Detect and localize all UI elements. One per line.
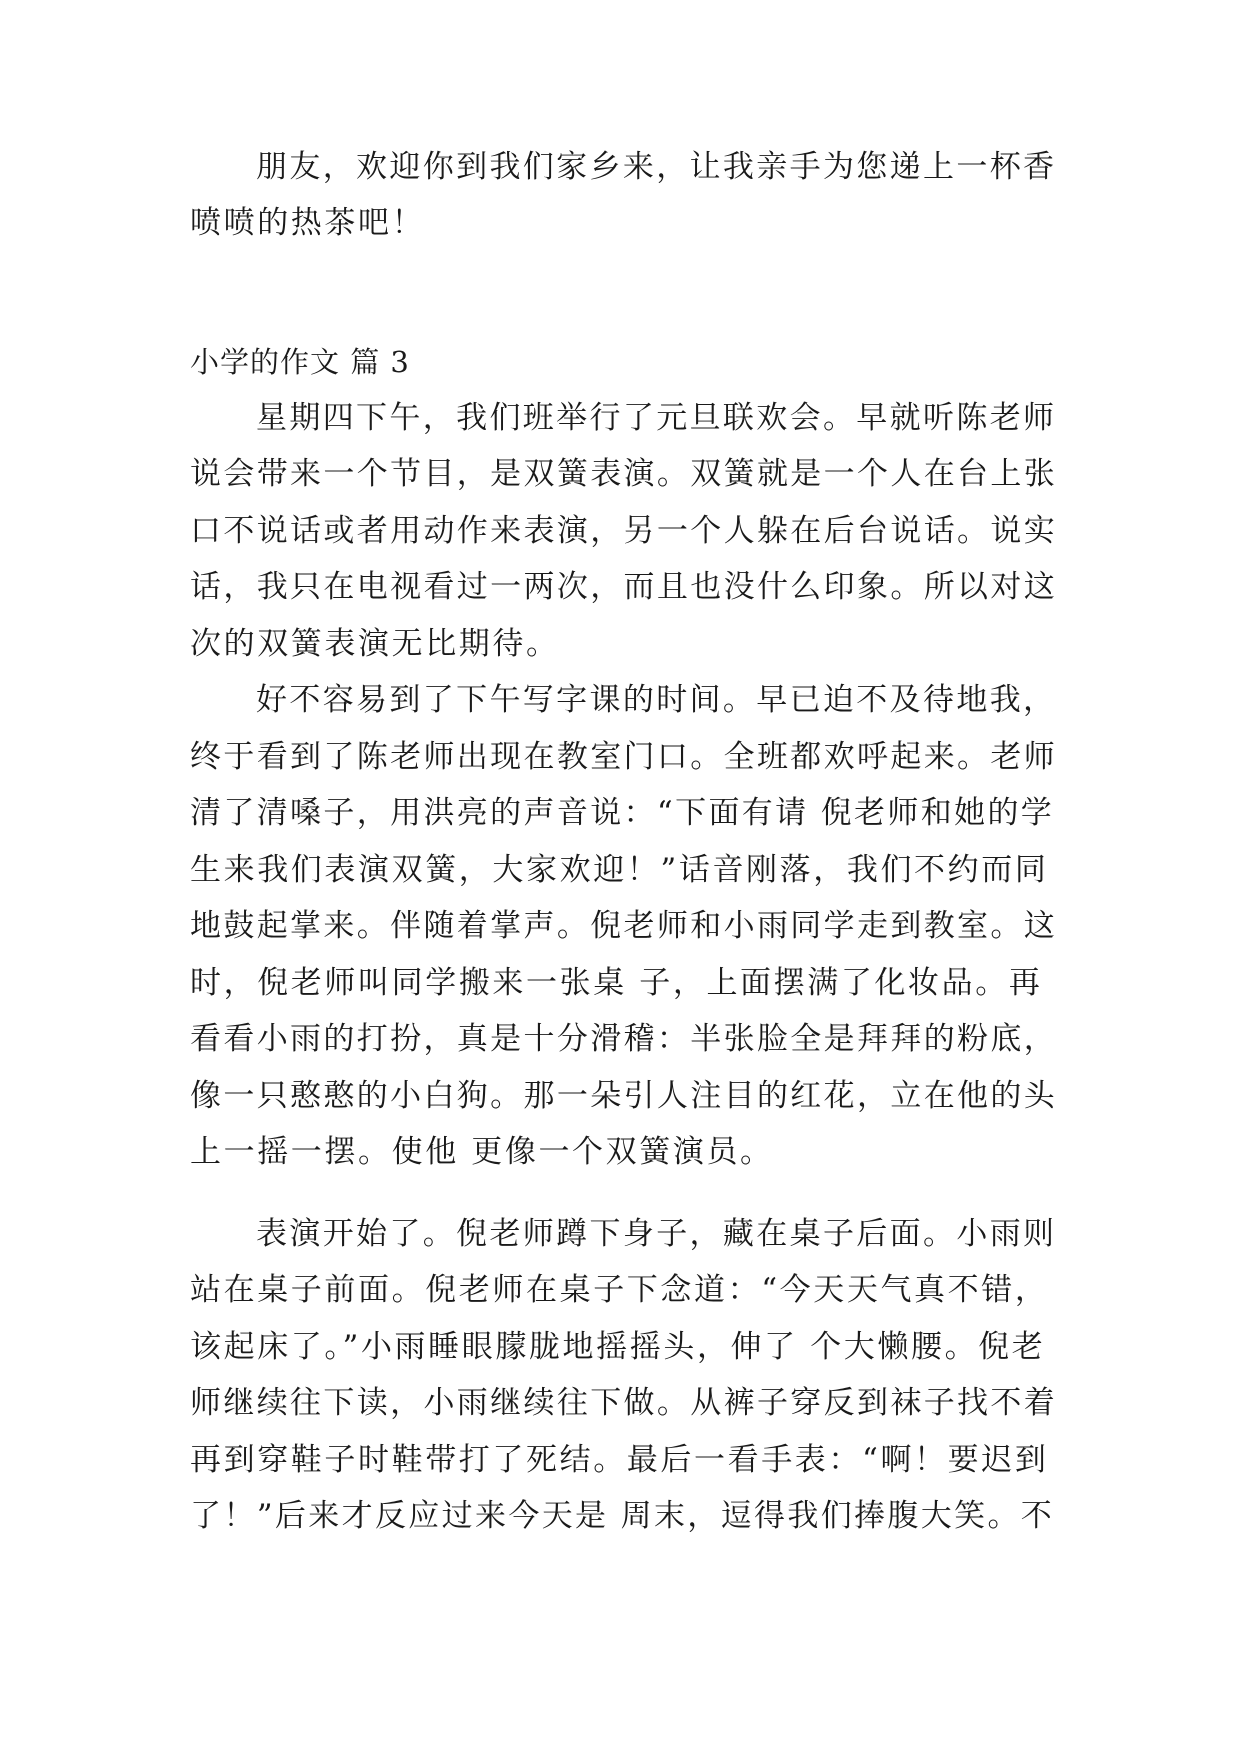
- text-line: 看看小雨的打扮，真是十分滑稽：半张脸全是拜拜的粉底，: [190, 1021, 1058, 1057]
- text-line: 好不容易到了下午写字课的时间。早已迫不及待地我，: [256, 682, 1057, 718]
- text-line: 该起床了。”小雨睡眼朦胧地摇摇头，伸了 个大懒腰。倪老: [190, 1329, 1046, 1365]
- text-line: 了！”后来才反应过来今天是 周末，逗得我们捧腹大笑。不: [190, 1498, 1055, 1534]
- text-line: 站在桌子前面。倪老师在桌子下念道：“今天天气真不错，: [190, 1272, 1049, 1308]
- text-line: 次的双簧表演无比期待。: [190, 626, 560, 662]
- text-line: 上一摇一摆。使他 更像一个双簧演员。: [190, 1134, 774, 1170]
- text-line: 清了清嗓子，用洪亮的声音说：“下面有请 倪老师和她的学: [190, 795, 1055, 831]
- text-line: 终于看到了陈老师出现在教室门口。全班都欢呼起来。老师: [190, 739, 1058, 775]
- text-line: 时，倪老师叫同学搬来一张桌 子，上面摆满了化妆品。再: [190, 965, 1043, 1001]
- text-line: 说会带来一个节目，是双簧表演。双簧就是一个人在台上张: [190, 456, 1058, 492]
- section-heading: 小学的作文 篇 3: [190, 345, 410, 379]
- text-line: 口不说话或者用动作来表演，另一个人躲在后台说话。说实: [190, 513, 1058, 549]
- text-line: 喷喷的热茶吧！: [190, 205, 426, 241]
- text-line: 星期四下午，我们班举行了元旦联欢会。早就听陈老师: [256, 400, 1057, 436]
- text-line: 朋友，欢迎你到我们家乡来，让我亲手为您递上一杯香: [256, 149, 1057, 185]
- text-line: 像一只憨憨的小白狗。那一朵引人注目的红花，立在他的头: [190, 1078, 1058, 1114]
- text-line: 地鼓起掌来。伴随着掌声。倪老师和小雨同学走到教室。这: [190, 908, 1058, 944]
- text-line: 再到穿鞋子时鞋带打了死结。最后一看手表：“啊！要迟到: [190, 1442, 1049, 1478]
- text-line: 表演开始了。倪老师蹲下身子，藏在桌子后面。小雨则: [256, 1216, 1057, 1252]
- text-line: 话，我只在电视看过一两次，而且也没什么印象。所以对这: [190, 569, 1058, 605]
- text-line: 师继续往下读，小雨继续往下做。从裤子穿反到袜子找不着: [190, 1385, 1058, 1421]
- text-line: 生来我们表演双簧，大家欢迎！”话音刚落，我们不约而同: [190, 852, 1049, 888]
